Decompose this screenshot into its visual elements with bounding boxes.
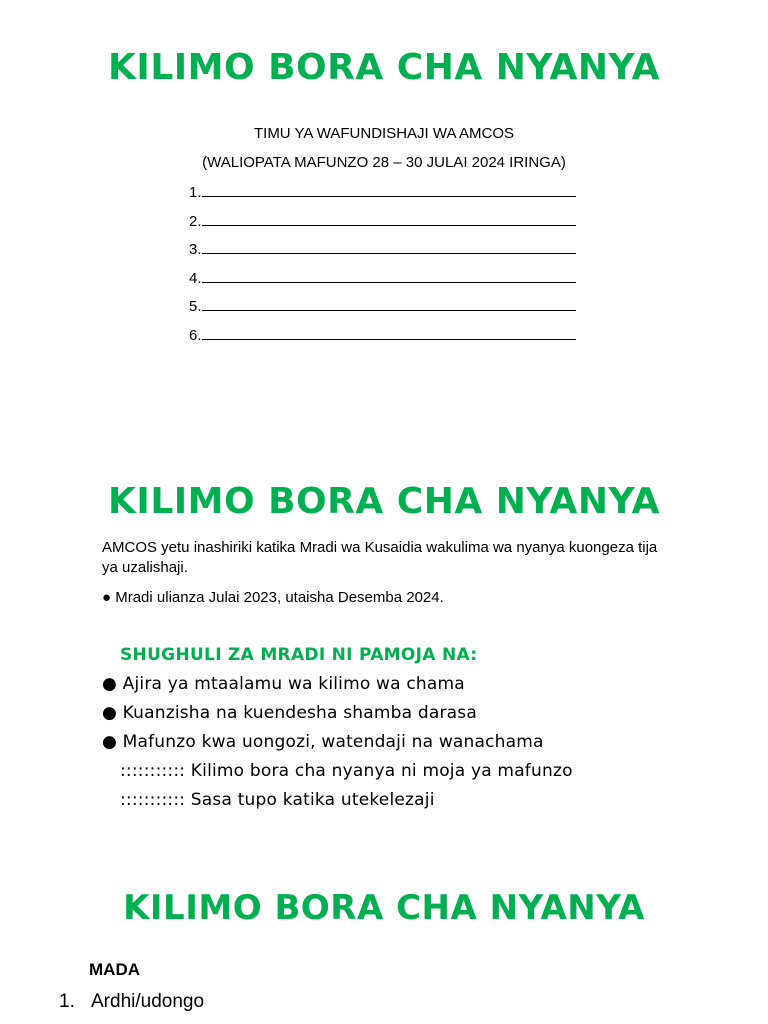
- intro-paragraph: AMCOS yetu inashiriki katika Mradi wa Kusaidia wakulima wa nyanya kuongeza tija ya uzalishaji.: [102, 539, 658, 576]
- topic-label: Ardhi/udongo: [91, 991, 205, 1012]
- blank-line: [202, 182, 576, 197]
- activity-item: ● Mafunzo kwa uongozi, watendaji na wanachama: [102, 732, 544, 752]
- blank-entry: [189, 239, 576, 268]
- blank-entry-number: 1.: [189, 184, 202, 201]
- activity-item: ● Kuanzisha na kuendesha shamba darasa: [102, 703, 477, 723]
- topic-item: [59, 990, 204, 1014]
- activity-item: ● Ajira ya mtaalamu wa kilimo wa chama: [102, 674, 465, 694]
- blank-entry: [189, 268, 576, 297]
- blank-line: [202, 239, 576, 254]
- blank-entry-number: 6.: [189, 326, 202, 344]
- project-dates: ● Mradi ulianza Julai 2023, utaisha Desemba 2024.: [102, 589, 444, 606]
- blank-entry-number: 3.: [189, 241, 202, 258]
- blank-entry-number: 5.: [189, 298, 202, 315]
- blank-line: [202, 296, 576, 311]
- blank-entry: [189, 182, 576, 211]
- blank-entry-number: 4.: [189, 269, 202, 287]
- page-title-2: KILIMO BORA CHA NYANYA: [108, 481, 660, 522]
- blank-entry: [189, 296, 576, 325]
- team-heading: TIMU YA WAFUNDISHAJI WA AMCOS: [253, 125, 515, 142]
- blank-line: [202, 268, 576, 283]
- page-title-3: KILIMO BORA CHA NYANYA: [123, 888, 645, 928]
- topics-list: [59, 990, 204, 1014]
- trainer-blank-list: [189, 182, 576, 353]
- team-block: [0, 124, 768, 182]
- blank-entry: [189, 325, 576, 354]
- activity-sub-note: ::::::::::: Sasa tupo katika utekelezaji: [120, 790, 435, 810]
- blank-line: [202, 211, 576, 226]
- training-note: (WALIOPATA MAFUNZO 28 – 30 JULAI 2024 IRINGA): [202, 154, 566, 171]
- topic-number: 1.: [59, 991, 75, 1012]
- topics-label: MADA: [89, 960, 140, 979]
- blank-line: [202, 325, 576, 340]
- activity-sub-note: ::::::::::: Kilimo bora cha nyanya ni moja ya mafunzo: [120, 761, 573, 781]
- blank-entry-number: 2.: [189, 212, 202, 230]
- blank-entry: [189, 211, 576, 240]
- activities-list: [102, 672, 573, 817]
- activities-heading: SHUGHULI ZA MRADI NI PAMOJA NA:: [120, 645, 478, 665]
- page-title-1: KILIMO BORA CHA NYANYA: [108, 47, 660, 88]
